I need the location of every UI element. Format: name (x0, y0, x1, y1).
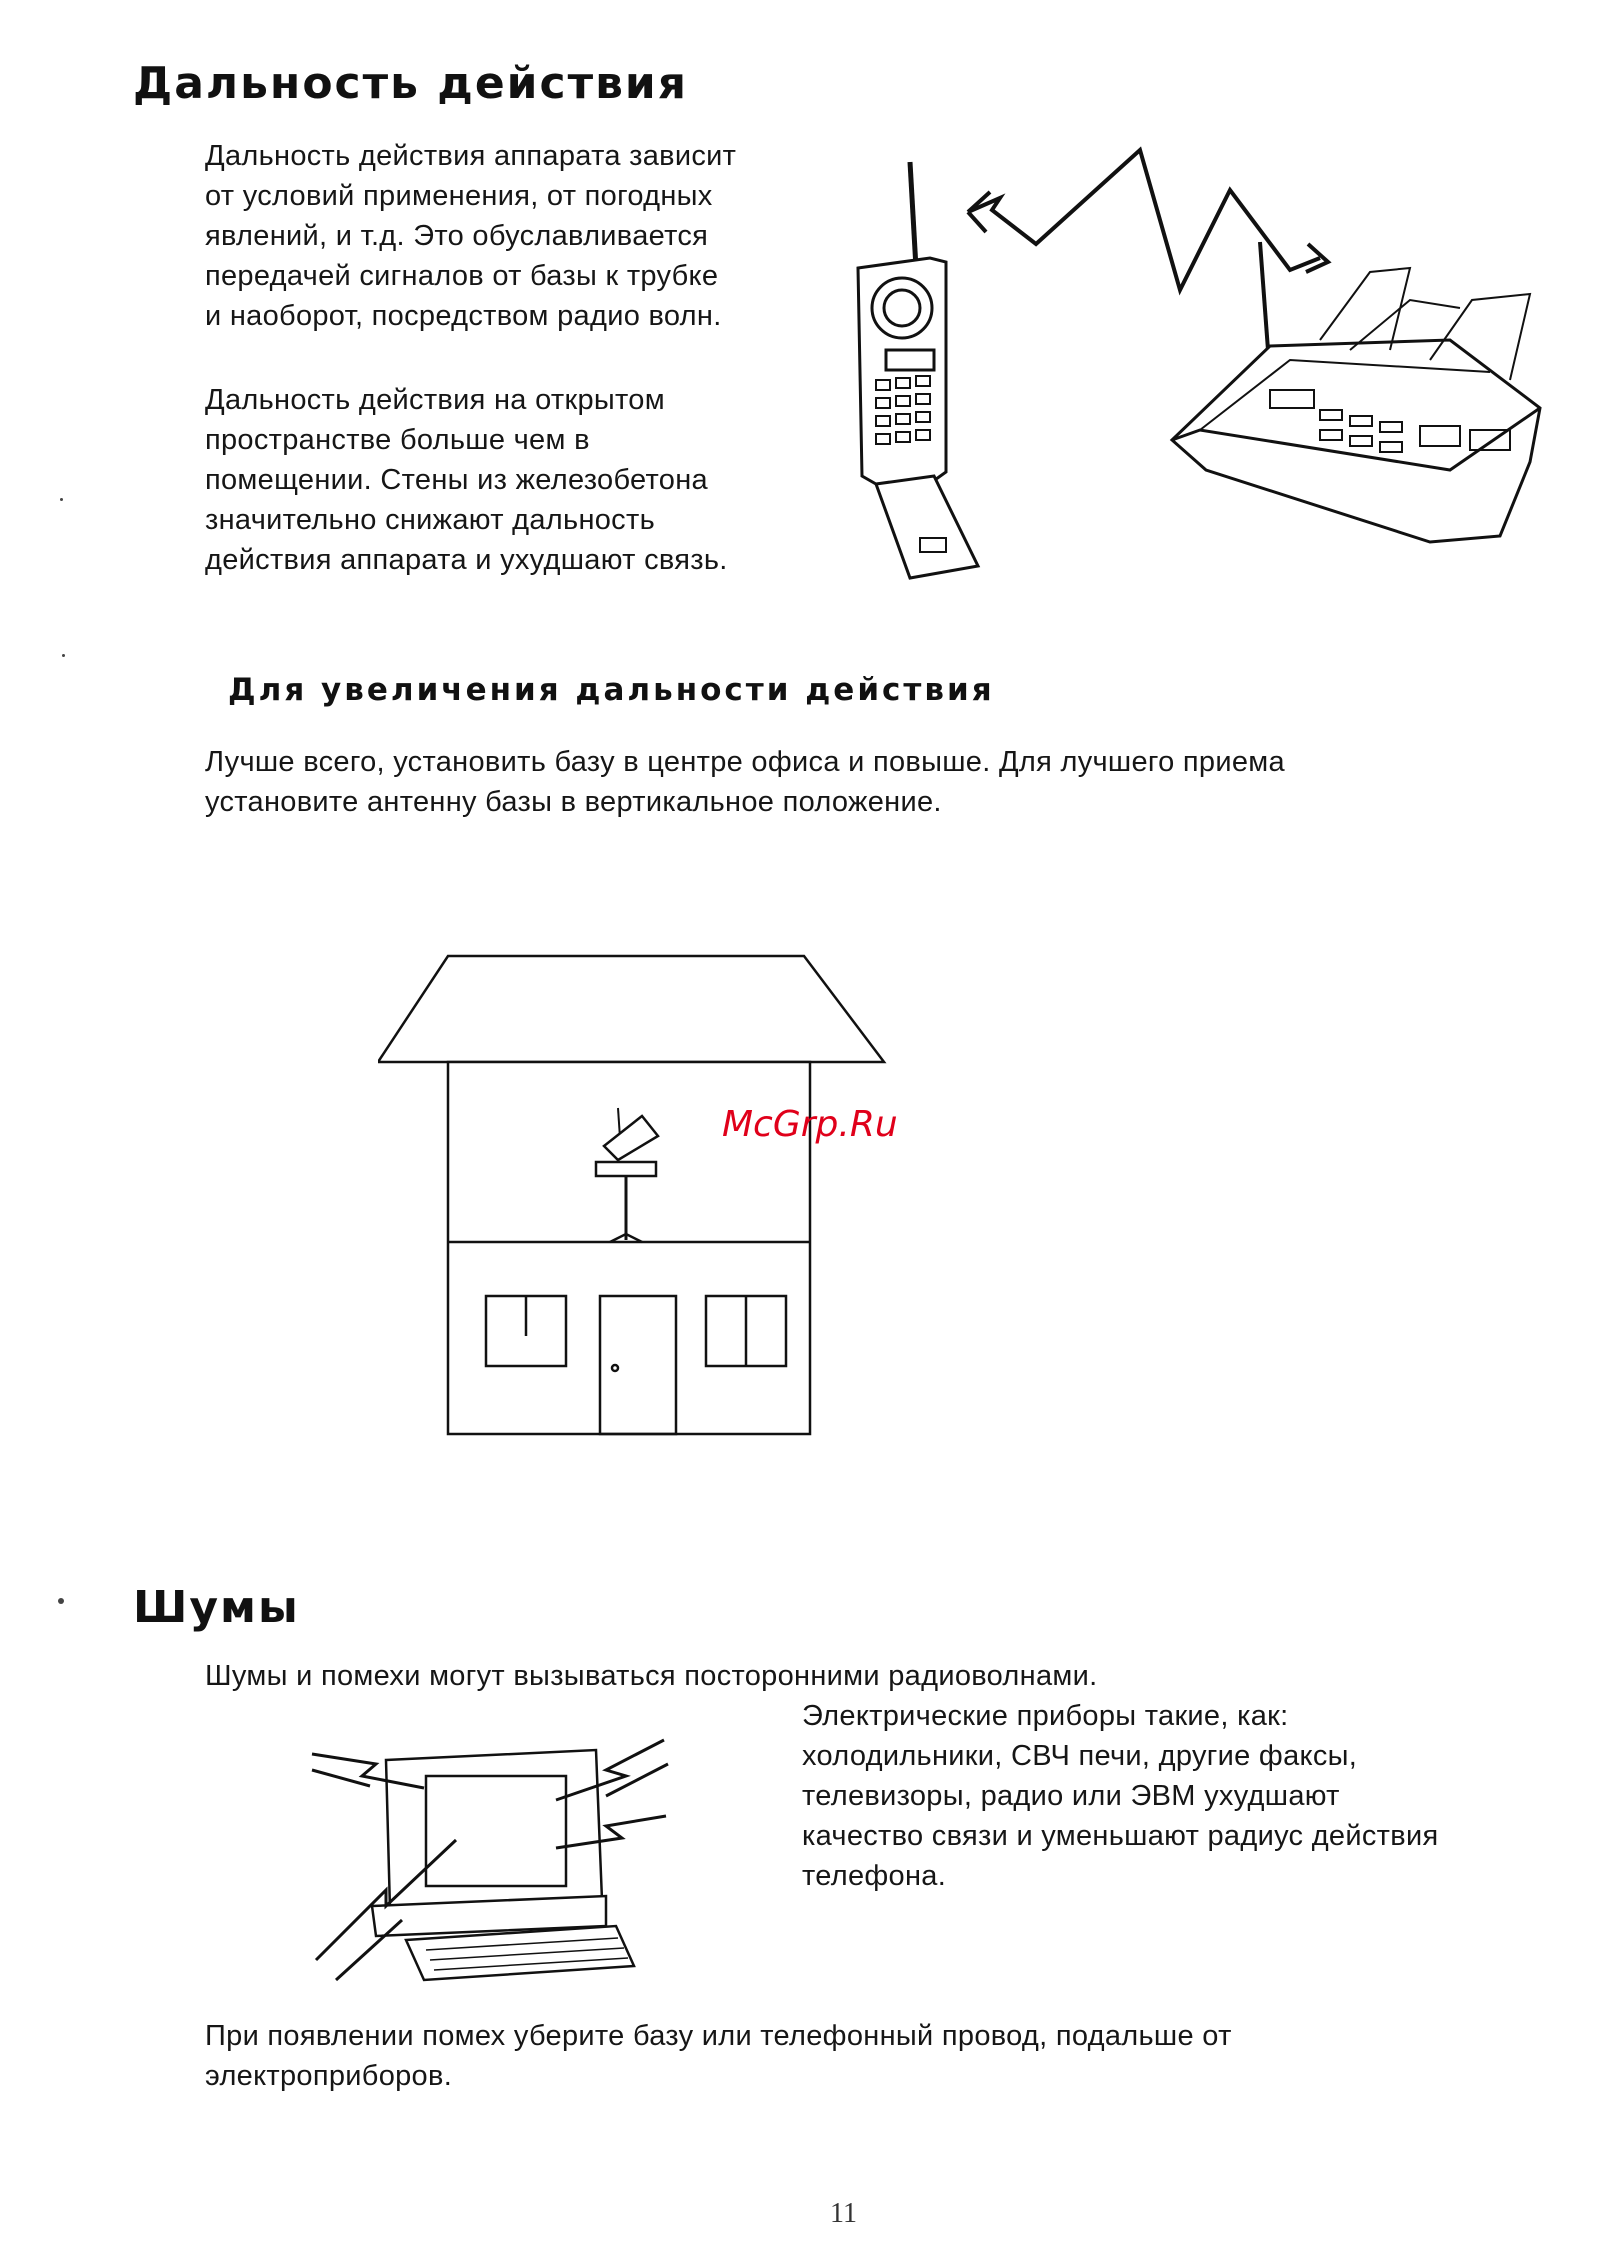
computer-interference-illustration (306, 1730, 686, 1990)
noise-devices: Электрические приборы такие, как: холодильники, СВЧ печи, другие факсы, телевизоры, радио или ЭВМ ухудшают качество связи и уменьшают радиус действия телефона. (802, 1700, 1439, 1892)
house-illustration (378, 950, 898, 1450)
scan-speck (60, 498, 63, 501)
section-title-noise: Шумы (133, 1582, 300, 1633)
page-number: 11 (830, 2198, 857, 2229)
improve-paragraph: Лучше всего, установить базу в центре офиса и повыше. Для лучшего приема установите антенну базы в вертикальное положение. (205, 746, 1285, 818)
range-paragraph-2: Дальность действия на открытом пространстве больше чем в помещении. Стены из железобетона значительно снижают дальность действия аппарата и ухудшают связь. (205, 384, 728, 576)
range-paragraph-1: Дальность действия аппарата зависит от условий применения, от погодных явлений, и т.д. Это обуславливается передачей сигналов от базы к трубке и наоборот, посредством радио волн. (205, 140, 737, 332)
noise-advice: При появлении помех уберите базу или телефонный провод, подальше от электроприборов. (205, 2020, 1232, 2092)
watermark: McGrp.Ru (722, 1104, 898, 1145)
scan-speck (62, 654, 65, 657)
scan-speck (58, 1598, 64, 1604)
phone-fax-illustration (850, 140, 1570, 600)
noise-intro: Шумы и помехи могут вызываться посторонними радиоволнами. (205, 1660, 1098, 1692)
section-title-range: Дальность действия (133, 58, 688, 109)
section-title-improve: Для увеличения дальности действия (228, 672, 995, 708)
